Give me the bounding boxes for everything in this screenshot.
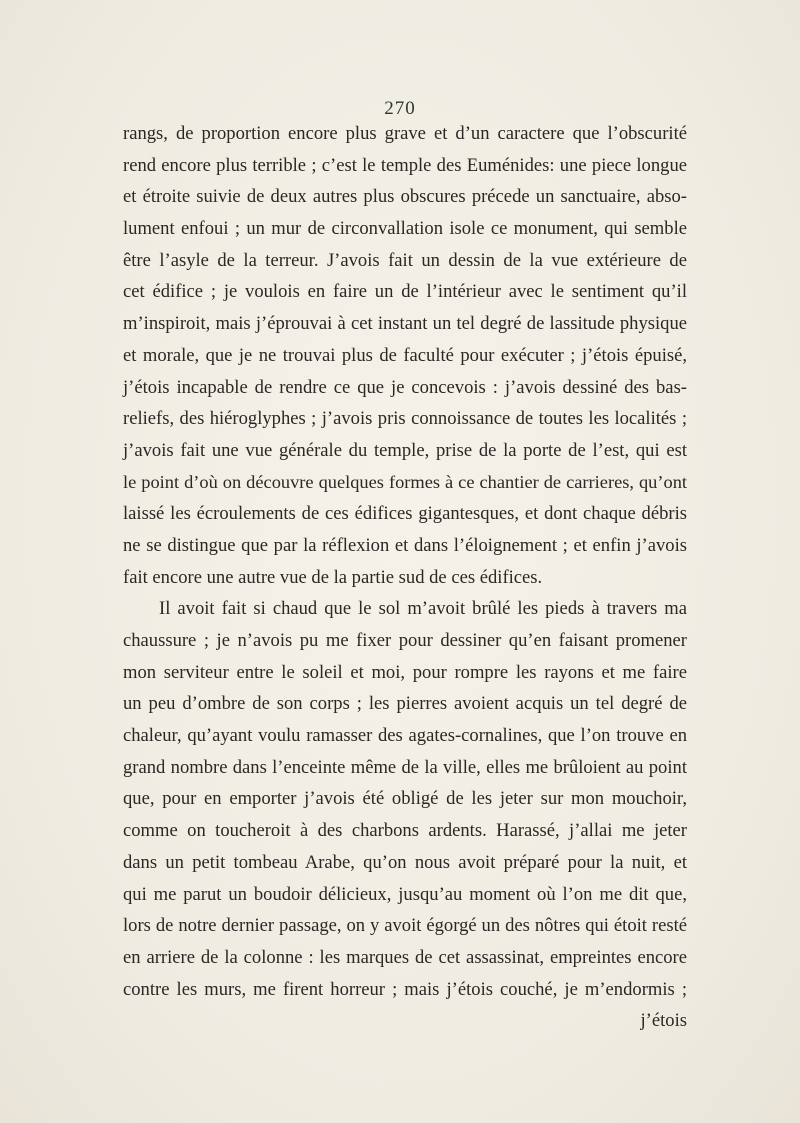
text-line: rend encore plus terrible ; c’est le temple des Euménides: une piece longue <box>123 154 687 176</box>
text-line: chaleur, qu’ayant voulu ramasser des agates-cornalines, que l’on trouve en <box>123 725 687 747</box>
text-line: laissé les écroulements de ces édifices gigantesques, et dont chaque débris <box>123 503 687 525</box>
text-line: et morale, que je ne trouvai plus de faculté pour exécuter ; j’étois épuisé, <box>123 344 687 366</box>
text-line: m’inspiroit, mais j’éprouvai à cet instant un tel degré de lassitude physique <box>123 313 687 335</box>
body-text <box>123 118 687 1037</box>
text-line: dans un petit tombeau Arabe, qu’on nous avoit préparé pour la nuit, et <box>123 851 687 873</box>
text-line: lors de notre dernier passage, on y avoit égorgé un des nôtres qui étoit resté <box>123 915 687 937</box>
text-line: rangs, de proportion encore plus grave et d’un caractere que l’obscurité <box>123 123 687 144</box>
text-line: et étroite suivie de deux autres plus obscures précede un sanctuaire, abso- <box>123 186 687 208</box>
text-line: grand nombre dans l’enceinte même de la ville, elles me brûloient au point <box>123 756 687 778</box>
text-line: reliefs, des hiéroglyphes ; j’avois pris connoissance de toutes les localités ; <box>123 408 687 430</box>
text-line: j’étois incapable de rendre ce que je concevois : j’avois dessiné des bas- <box>123 376 687 398</box>
paragraph-end-line: fait encore une autre vue de la partie sud de ces édifices. <box>123 566 543 588</box>
paragraph-start-line: Il avoit fait si chaud que le sol m’avoit brûlé les pieds à travers ma <box>159 598 687 620</box>
text-line: qui me parut un boudoir délicieux, jusqu’au moment où l’on me dit que, <box>123 883 687 905</box>
text-line: le point d’où on découvre quelques formes à ce chantier de carrieres, qu’ont <box>123 471 687 492</box>
page-number: 270 <box>384 98 416 119</box>
text-line: un peu d’ombre de son corps ; les pierres avoient acquis un tel degré de <box>123 693 687 715</box>
text-line: être l’asyle de la terreur. J’avois fait un dessin de la vue extérieure de <box>123 249 687 271</box>
text-line: ne se distingue que par la réflexion et dans l’éloignement ; et enfin j’avois <box>123 534 687 556</box>
text-line: lument enfoui ; un mur de circonvallation isole ce monument, qui semble <box>123 218 687 240</box>
catchword: j’étois <box>640 1010 687 1032</box>
text-line: que, pour en emporter j’avois été obligé de les jeter sur mon mouchoir, <box>123 788 687 810</box>
text-line: chaussure ; je n’avois pu me fixer pour dessiner qu’en faisant promener <box>123 630 687 651</box>
text-line: comme on toucheroit à des charbons ardents. Harassé, j’allai me jeter <box>123 820 687 842</box>
text-line: contre les murs, me firent horreur ; mais j’étois couché, je m’endormis ; <box>123 978 687 1000</box>
text-line: cet édifice ; je voulois en faire un de l’intérieur avec le sentiment qu’il <box>123 281 687 303</box>
text-line: j’avois fait une vue générale du temple, prise de la porte de l’est, qui est <box>123 439 687 461</box>
text-line: en arriere de la colonne : les marques de cet assassinat, empreintes encore <box>123 946 687 968</box>
text-line: mon serviteur entre le soleil et moi, pour rompre les rayons et me faire <box>123 661 687 683</box>
